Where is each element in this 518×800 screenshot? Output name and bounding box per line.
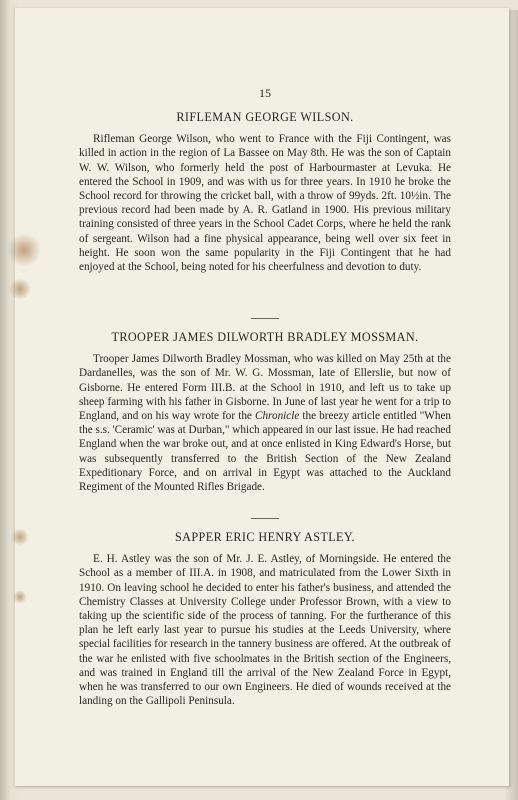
foxing-stain: [11, 528, 29, 546]
section-body: E. H. Astley was the son of Mr. J. E. Astley, of Morningside. He entered the School as a member of III.A. in 1908, and matriculated from the Lower Sixth in 1910. On leaving school he decided to enter his father's business, and attended the Chemistry Classes at University College under Professor Brown, with a view to taking up the scientific side of the process of tanning. For the furtherance of this plan he left early last year to pursue his studies at the Leeds University, where special facilities for research in the tannery business are offered. At the outbreak of the war he enlisted with five schoolmates in the British section of the Engineers, and was trained in England till the arrival of the New Zealand Force in Egypt, when he was transferred to our own Engineers. He died of wounds received at the landing on the Gallipoli Peninsula.: [79, 553, 451, 708]
section-body: [79, 352, 451, 494]
section-heading: SAPPER ERIC HENRY ASTLEY.: [175, 530, 355, 544]
section-divider: [251, 318, 279, 319]
body-text: Trooper James Dilworth Bradley Mossman, who was killed on May 25th at the Dardanelles, was the son of Mr. W. G. Mossman, late of Ellerslie, but now of Gisborne. He entered Form III.B. at the School in 1910, and left us to take up sheep farming with his father in Gisborne. In June of last year he went for a trip to England, and on his way wrote for the: [79, 353, 451, 423]
section-mossman: [79, 330, 451, 494]
body-text: the breezy article entitled "When the s.s. 'Ceramic' was at Durban," which appeared in our last issue. He had reached England when the war broke out, and at once enlisted in King Edward's Horse, but was subsequently transferred to the British Section of the New Zealand Expeditionary Force, and on arrival in Egypt was attached to the Auckland Regiment of the Mounted Rifles Brigade.: [79, 410, 452, 494]
section-divider: [251, 518, 279, 519]
publication-title: Chronicle: [254, 410, 300, 423]
foxing-stain: [7, 233, 41, 267]
section-heading: TROOPER JAMES DILWORTH BRADLEY MOSSMAN.: [111, 330, 419, 344]
foxing-stain: [13, 590, 27, 604]
section-heading: RIFLEMAN GEORGE WILSON.: [176, 110, 354, 124]
page-number: 15: [259, 86, 271, 100]
foxing-stain: [9, 278, 31, 300]
section-astley: [79, 530, 451, 708]
section-body: Rifleman George Wilson, who went to France with the Fiji Contingent, was killed in action in the region of La Bassee on May 8th. He was the son of Captain W. W. Wilson, who formerly held the post of Harbourmaster at Levuka. He entered the School in 1909, and was with us for three years. In 1910 he broke the School record for throwing the cricket ball, with a throw of 99yds. 2ft. 10½in. The previous record had been made by A. R. Gatland in 1900. His previous military training consisted of three years in the School Cadet Corps, where he held the rank of sergeant. Wilson had a fine physical appearance, being well over six feet in height. He soon won the same popularity in the Fiji Contingent that he had enjoyed at the School, being noted for his cheerfulness and devotion to duty.: [79, 133, 451, 274]
document-page: [14, 8, 509, 786]
section-wilson: [79, 110, 451, 274]
